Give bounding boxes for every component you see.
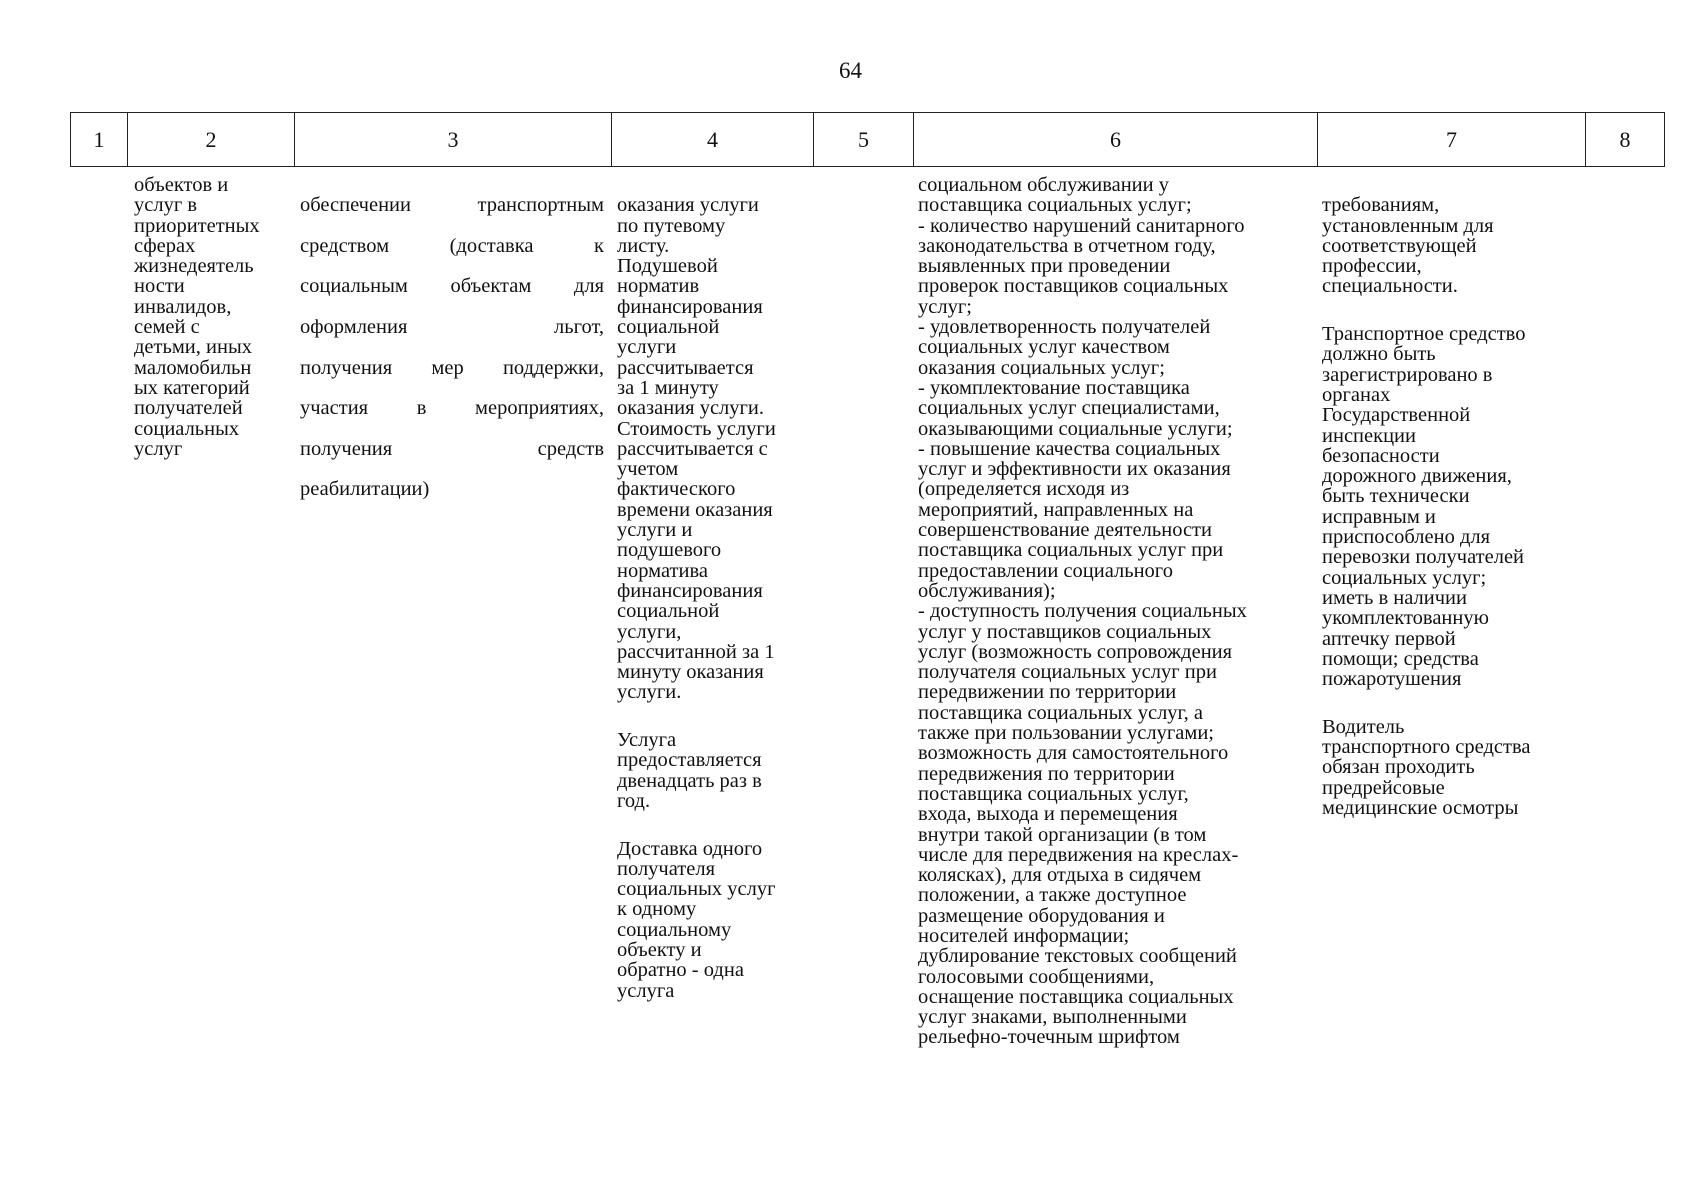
header-cell-2: 2 [128, 113, 295, 167]
header-cell-3: 3 [295, 113, 612, 167]
header-cell-4: 4 [612, 113, 814, 167]
col3-line: социальным объектам для [300, 275, 604, 298]
col7-paragraph: Водитель транспортного средства обязан проходить предрейсовые медицинские осмотры [1322, 715, 1531, 819]
cell-col3 [300, 175, 604, 520]
cell-col6: социальном обслуживании у поставщика социальных услуг; - количество нарушений санитарного законодательства в отчетном году, выявленных при проведении проверок поставщиков социальных услуг; - удовлетворенность получателей социальных услуг качеством оказания социальных услуг; - укомплектование поставщика социальных услуг специалистами, оказывающими социальные услуги; - повышение качества социальных услуг и эффективности их оказания (определяется исходя из мероприятий, направленных на совершенствование деятельности поставщика социальных услуг при предоставлении социального обслуживания); - доступность получения социальных услуг у поставщиков социальных услуг (возможность сопровождения получателя социальных услуг при передвижении по территории поставщика социальных услуг, а также при пользовании услугами; возможность для самостоятельного передвижения по территории поставщика социальных услуг, входа, выхода и перемещения внутри такой организации (в том числе для передвижения на креслах- колясках), для отдыха в сидячем положении, а также доступное размещение оборудования и носителей информации; дублирование текстовых сообщений голосовыми сообщениями, оснащение поставщика социальных услуг знаками, выполненными рельефно-точечным шрифтом [918, 174, 1247, 1049]
header-cell-1: 1 [71, 113, 128, 167]
header-cell-5: 5 [814, 113, 914, 167]
col7-paragraph: Транспортное средство должно быть зарегистрировано в органах Государственной инспекции безопасности дорожного движения, быть технически исправным и приспособлено для перевозки получателей социальных услуг; иметь в наличии укомплектованную аптечку первой помощи; средства пожаротушения [1322, 323, 1526, 691]
col3-line: участия в мероприятиях, [300, 397, 604, 420]
col4-paragraph: Услуга предоставляется двенадцать раз в год. [617, 729, 762, 812]
col3-line: получения средств [300, 437, 604, 460]
table-header [70, 112, 1665, 167]
col3-line: реабилитации) [300, 478, 430, 501]
cell-col7 [1322, 175, 1584, 846]
col3-line: оформления льгот, [300, 316, 604, 339]
col3-line: обеспечении транспортным [300, 194, 604, 217]
header-cell-7: 7 [1318, 113, 1586, 167]
header-cell-6: 6 [914, 113, 1318, 167]
col4-paragraph: оказания услуги по путевому листу. Подушевой норматив финансирования социальной услуги рассчитывается за 1 минуту оказания услуги. Стоимость услуги рассчитывается с учетом фактического времени оказания услуги и подушевого норматива финансирования социальной услуги, рассчитанной за 1 минуту оказания услуги. [617, 194, 776, 704]
header-cell-8: 8 [1586, 113, 1665, 167]
page-number: 64 [839, 58, 862, 83]
cell-col4 [617, 175, 817, 1028]
col3-line: средством (доставка к [300, 234, 604, 257]
col7-paragraph: требованиям, установленным для соответствующей профессии, специальности. [1322, 194, 1494, 298]
header-row [71, 113, 1665, 167]
cell-col2: объектов и услуг в приоритетных сферах жизнедеятель ности инвалидов, семей с детьми, иных маломобильн ых категорий получателей социальных услуг [134, 174, 260, 460]
col3-line: получения мер поддержки, [300, 356, 604, 379]
col4-paragraph: Доставка одного получателя социальных услуг к одному социальному объекту и обратно - одна услуга [617, 837, 776, 1002]
